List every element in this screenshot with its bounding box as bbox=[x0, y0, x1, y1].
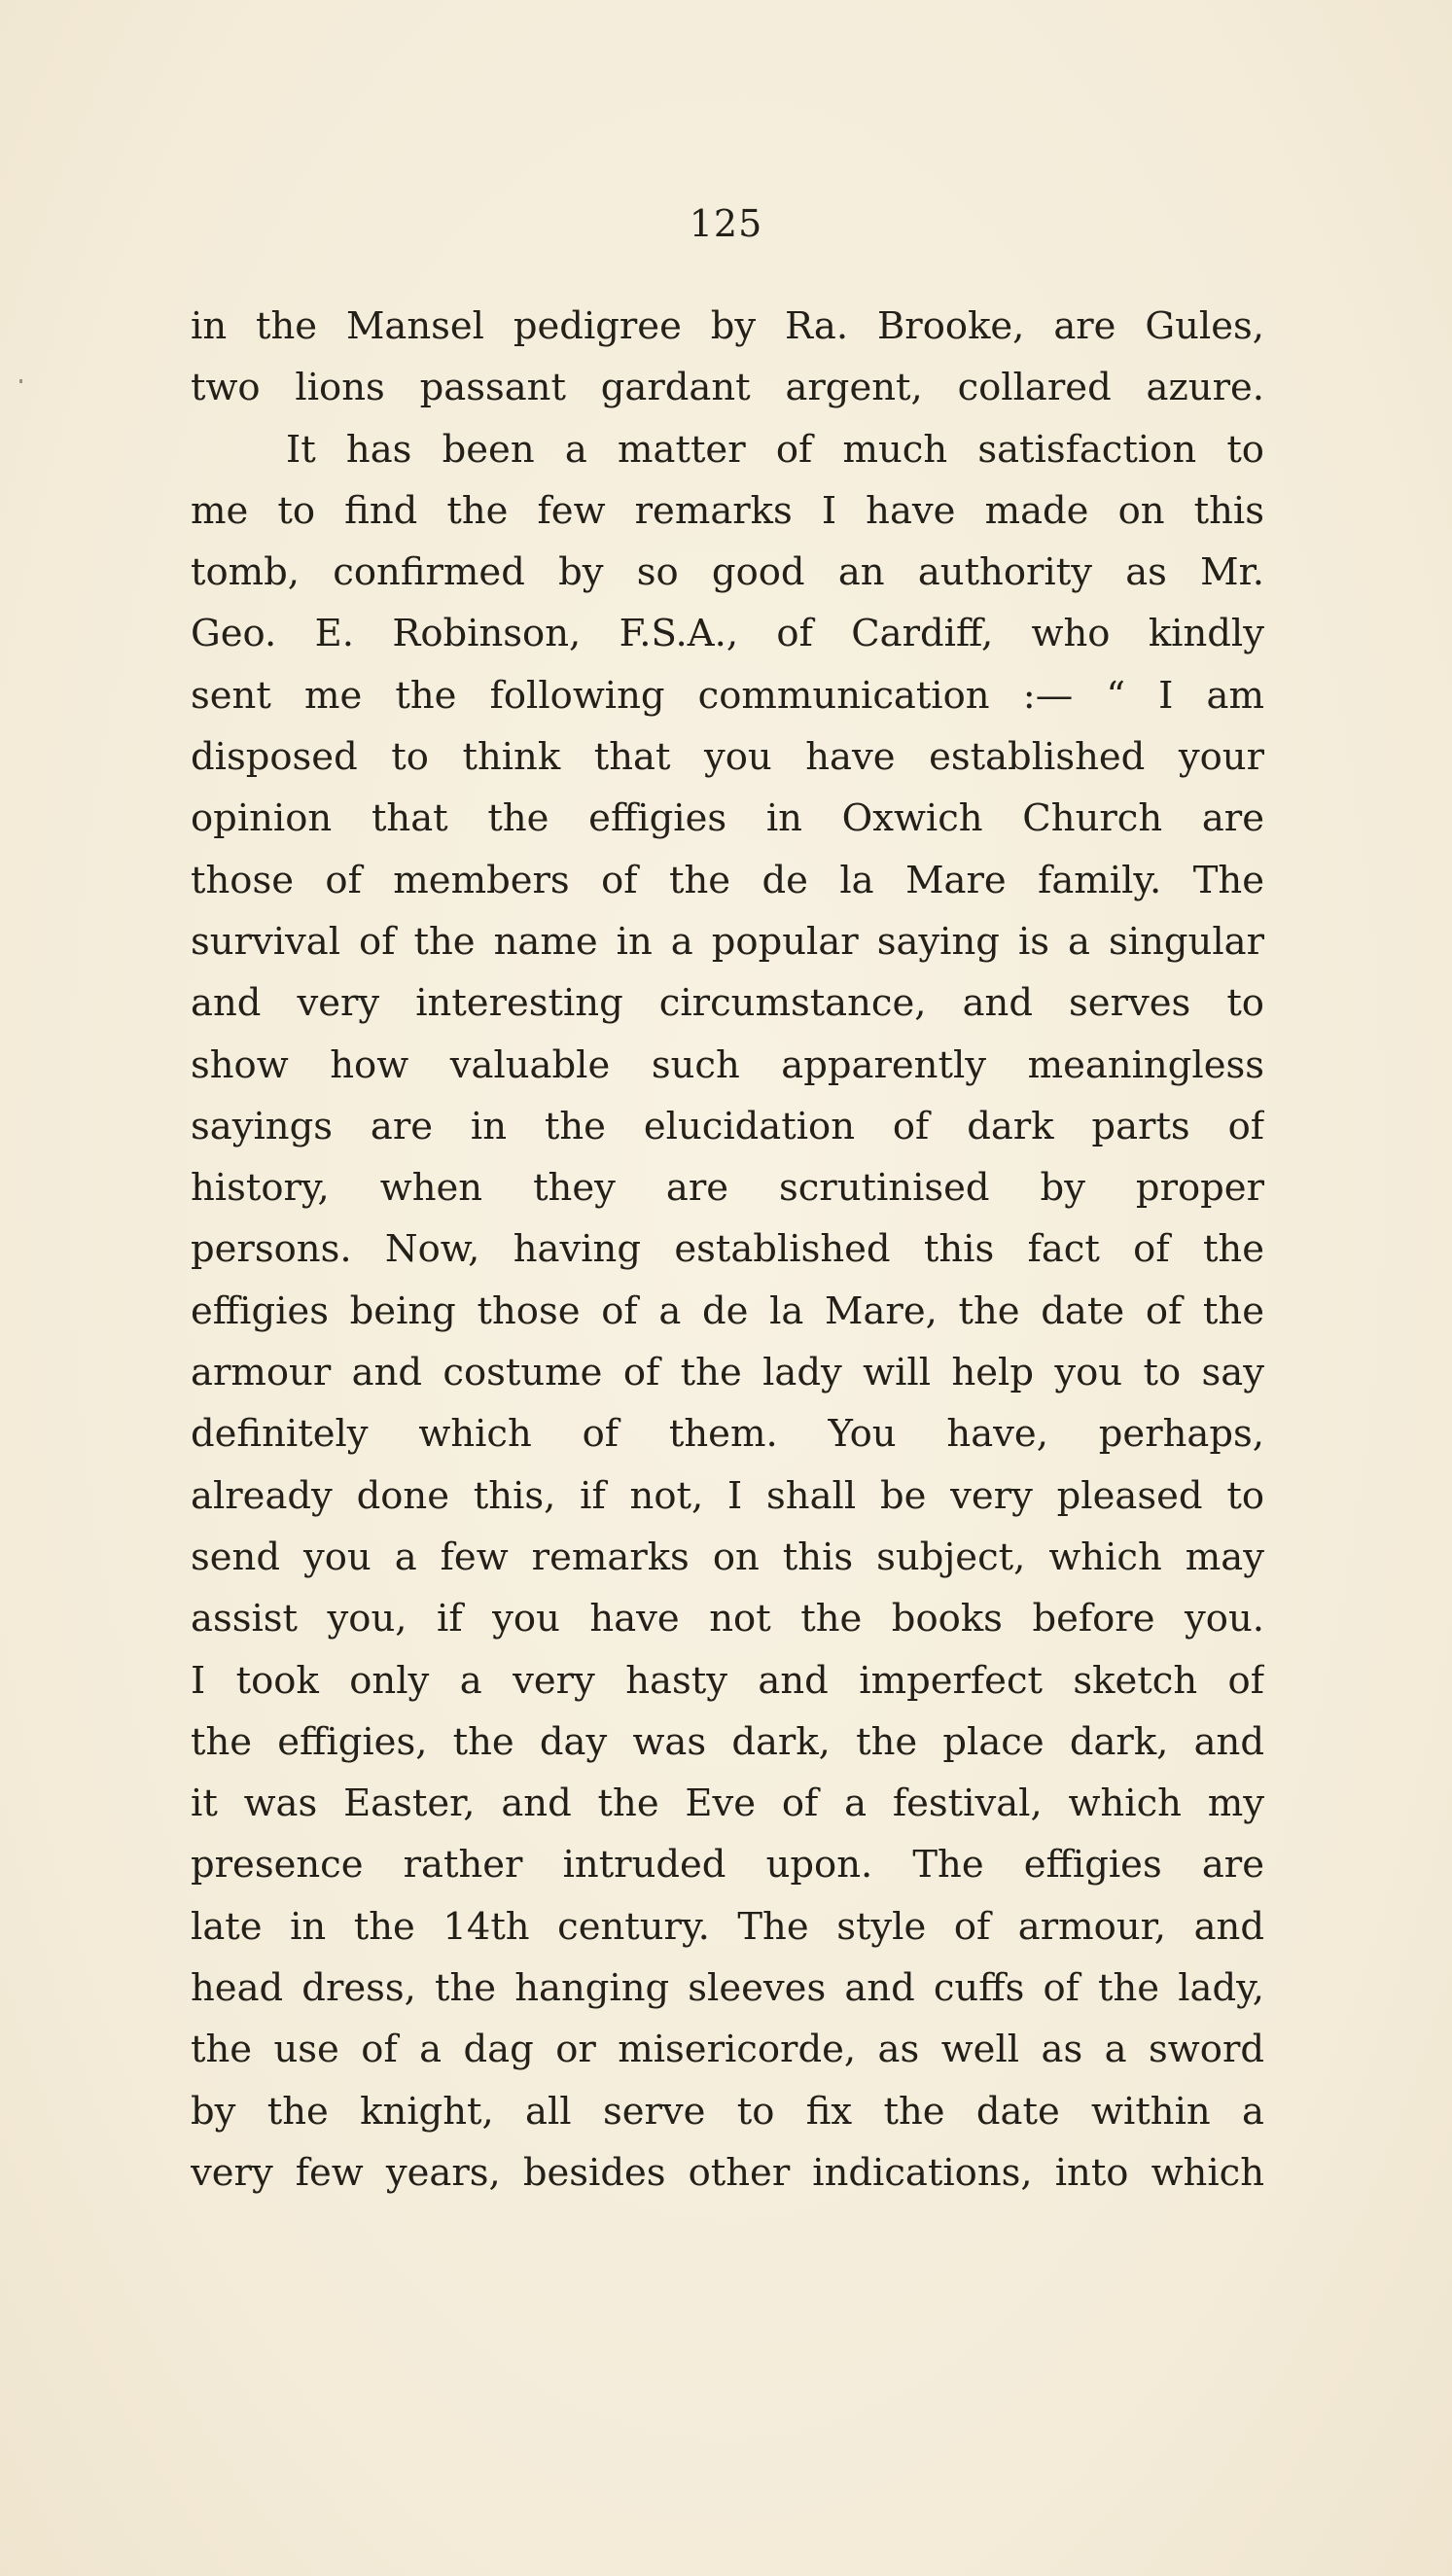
text-line: opinion that the effigies in Oxwich Church are bbox=[191, 796, 1264, 841]
text-line: and very interesting circumstance, and serves to bbox=[191, 981, 1264, 1026]
text-line: persons. Now, having established this fact of the bbox=[191, 1227, 1264, 1272]
text-line: assist you, if you have not the books before you. bbox=[191, 1597, 1264, 1641]
page-number: 125 bbox=[689, 202, 763, 245]
text-line: It has been a matter of much satisfaction to bbox=[286, 427, 1264, 472]
text-line: the effigies, the day was dark, the place dark, and bbox=[191, 1719, 1264, 1764]
text-line: Geo. E. Robinson, F.S.A., of Cardiff, who kindly bbox=[191, 612, 1264, 656]
text-line: sent me the following communication :— “ I am bbox=[191, 673, 1264, 718]
text-line: the use of a dag or misericorde, as well as a sword bbox=[191, 2028, 1264, 2072]
text-line: I took only a very hasty and imperfect sketch of bbox=[191, 1658, 1264, 1703]
body-text bbox=[191, 296, 1264, 2204]
text-line: effigies being those of a de la Mare, the date of the bbox=[191, 1288, 1264, 1333]
text-line: sayings are in the elucidation of dark parts of bbox=[191, 1104, 1264, 1148]
text-line: already done this, if not, I shall be very pleased to bbox=[191, 1473, 1264, 1518]
text-line: history, when they are scrutinised by proper bbox=[191, 1166, 1264, 1211]
text-line: send you a few remarks on this subject, which may bbox=[191, 1535, 1264, 1579]
text-line: late in the 14th century. The style of armour, and bbox=[191, 1904, 1264, 1949]
text-line: in the Mansel pedigree by Ra. Brooke, are Gules, bbox=[191, 304, 1264, 348]
text-line: tomb, confirmed by so good an authority as Mr. bbox=[191, 550, 1264, 595]
text-line: definitely which of them. You have, perhaps, bbox=[191, 1412, 1264, 1457]
margin-mark bbox=[19, 379, 22, 383]
text-line: it was Easter, and the Eve of a festival, which my bbox=[191, 1782, 1264, 1826]
text-line: disposed to think that you have established your bbox=[191, 735, 1264, 780]
text-line: presence rather intruded upon. The effigies are bbox=[191, 1843, 1264, 1888]
text-line: armour and costume of the lady will help you to say bbox=[191, 1351, 1264, 1395]
text-line: those of members of the de la Mare family. The bbox=[191, 858, 1264, 902]
text-line: me to find the few remarks I have made on this bbox=[191, 488, 1264, 533]
text-line: very few years, besides other indications, into which bbox=[191, 2150, 1264, 2195]
text-line: show how valuable such apparently meaningless bbox=[191, 1042, 1264, 1087]
text-line: survival of the name in a popular saying is a singular bbox=[191, 919, 1264, 964]
text-line: two lions passant gardant argent, collared azure. bbox=[191, 366, 1264, 410]
text-line: by the knight, all serve to fix the date within a bbox=[191, 2089, 1264, 2134]
text-line: head dress, the hanging sleeves and cuffs of the lady, bbox=[191, 1966, 1264, 2011]
